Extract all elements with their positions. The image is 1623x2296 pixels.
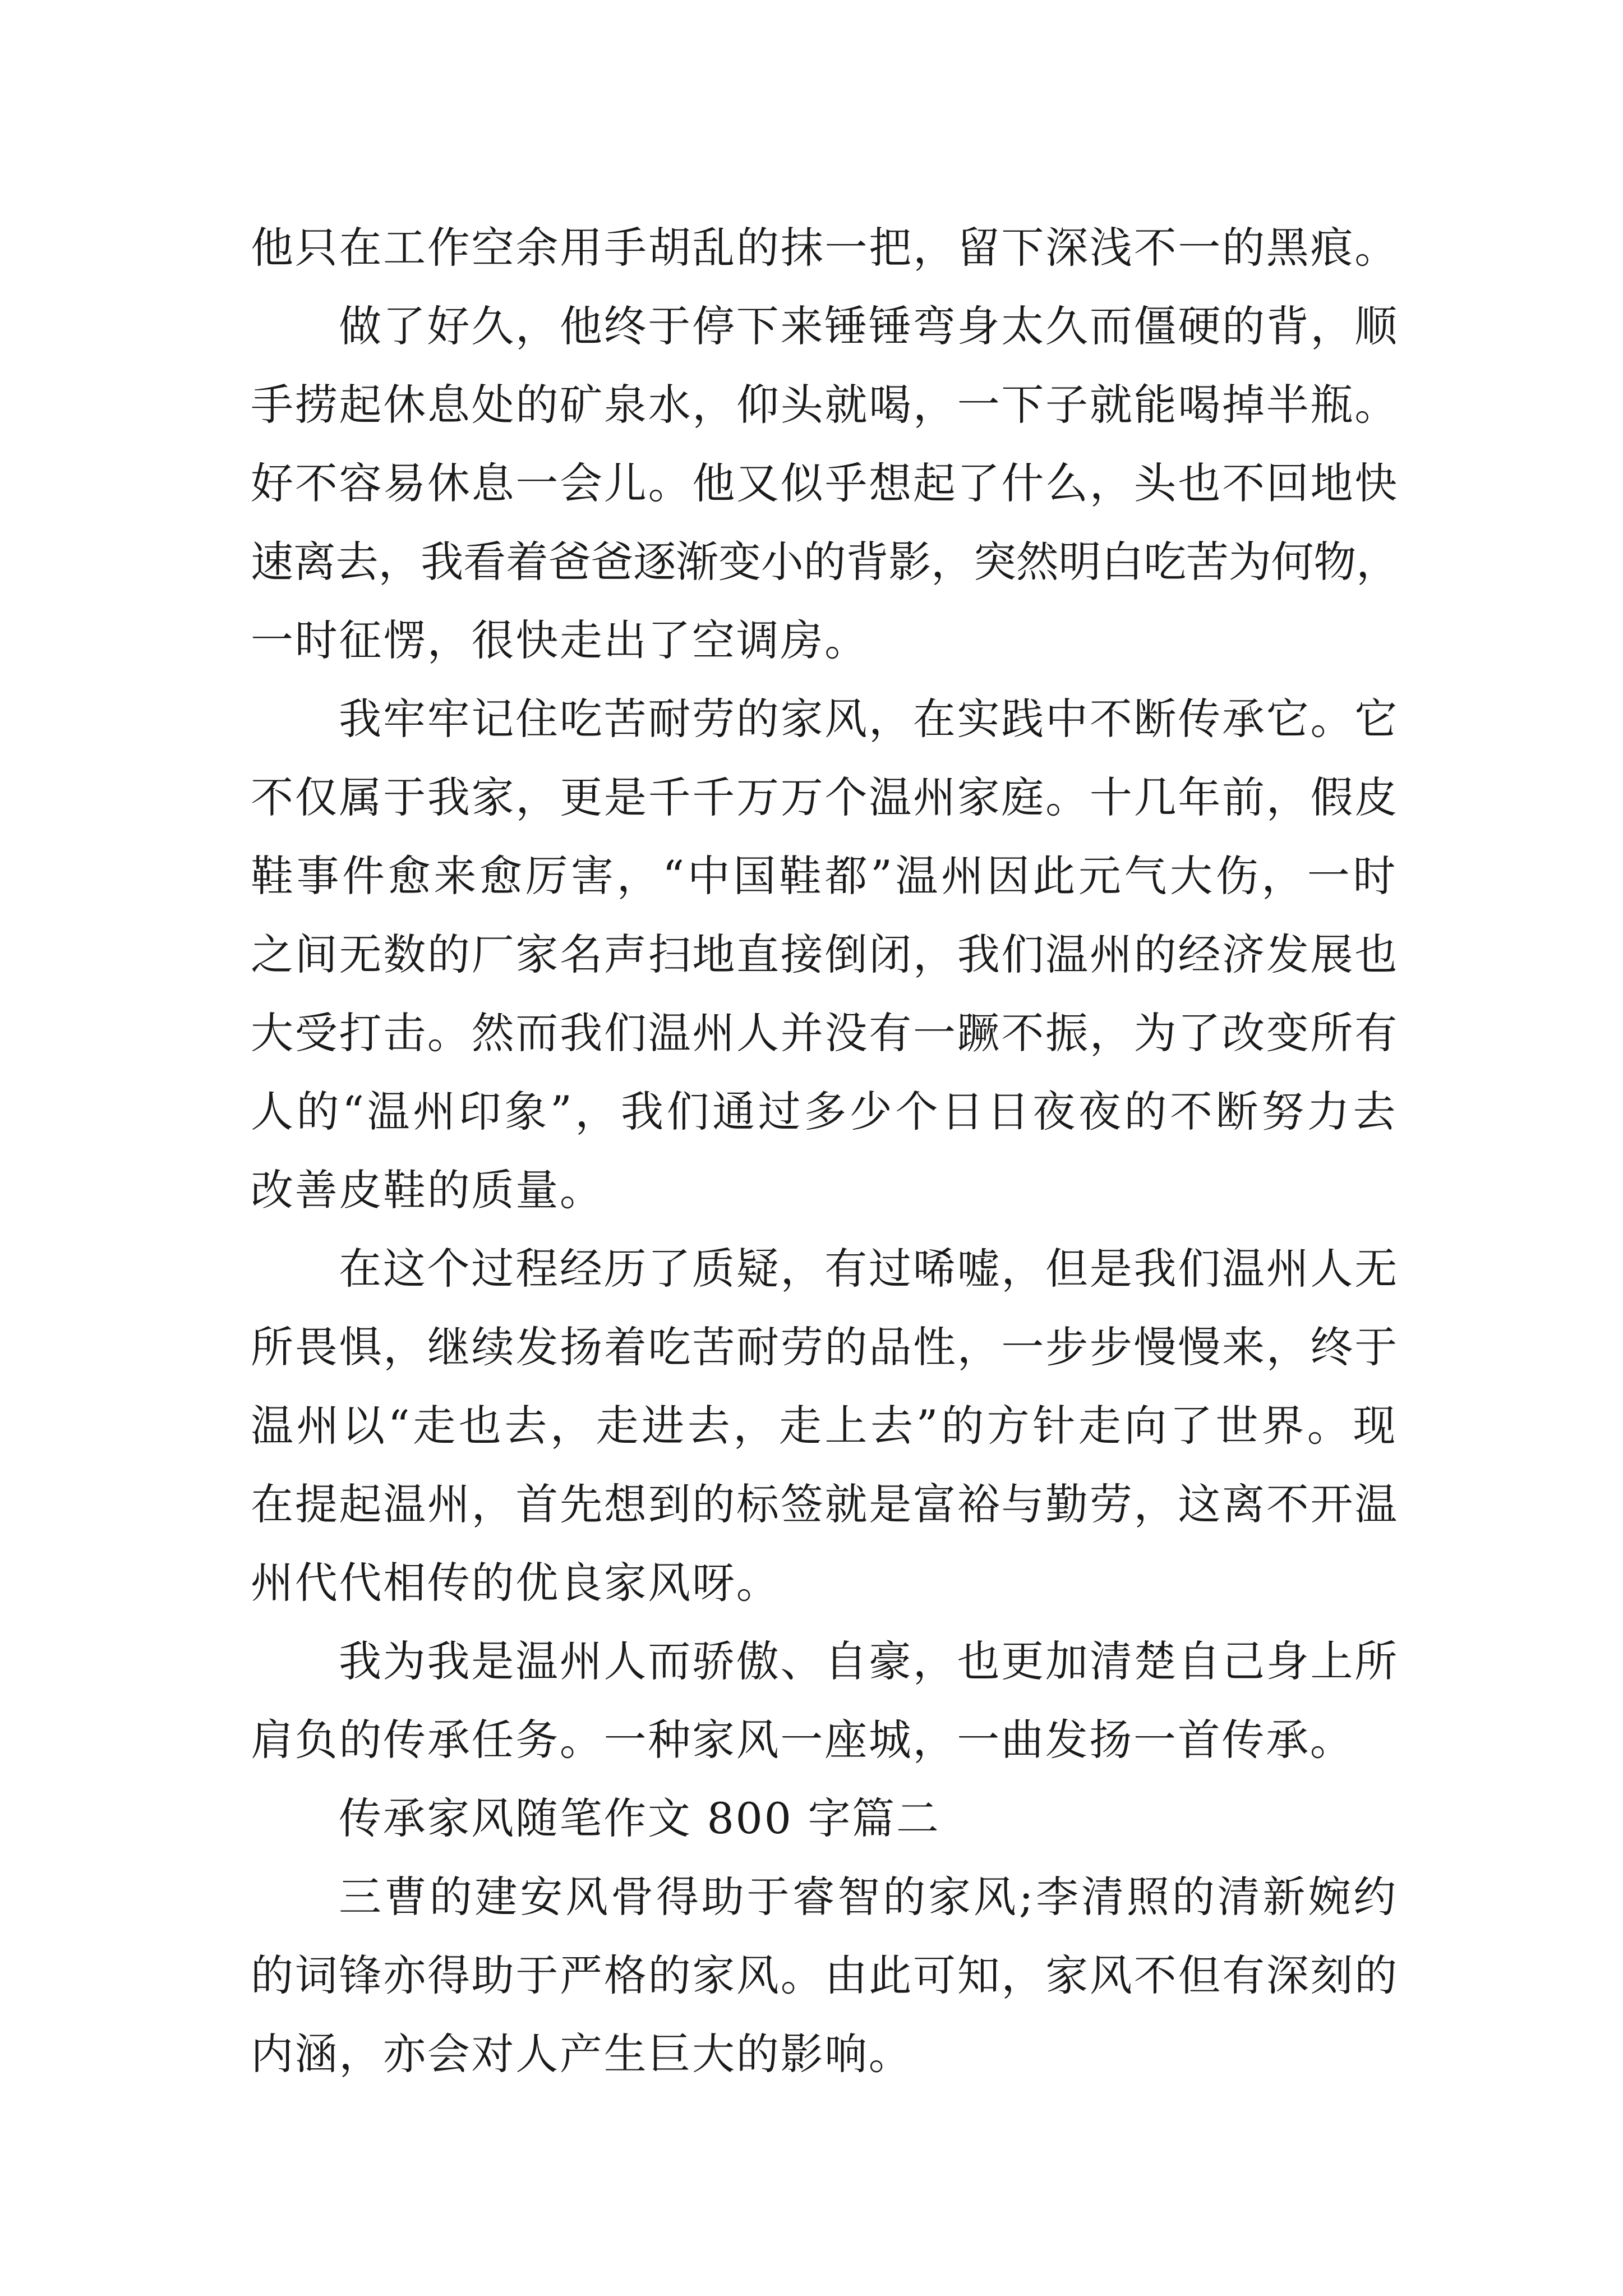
line-text: 不仅属于我家，更是千千万万个温州家庭。十几年前，假皮	[251, 772, 1399, 822]
line-text: 内涵，亦会对人产生巨大的影响。	[251, 2029, 913, 2079]
line-text: 所畏惧，继续发扬着吃苦耐劳的品性，一步步慢慢来，终于	[251, 1322, 1399, 1372]
text-line	[251, 1465, 1399, 1544]
section-heading-line	[251, 1779, 1399, 1858]
line-text: 温州以“走也去，走进去，走上去”的方针走向了世界。现	[251, 1401, 1399, 1451]
text-line	[251, 1936, 1399, 2015]
section-heading	[251, 1779, 1399, 1858]
section-heading-text: 传承家风随笔作文 800 字篇二	[339, 1793, 940, 1843]
line-text: 在这个过程经历了质疑，有过唏嘘，但是我们温州人无	[339, 1244, 1399, 1294]
line-text: 三曹的建安风骨得助于睿智的家风;李清照的清新婉约	[339, 1872, 1399, 1922]
text-line	[251, 523, 1399, 601]
paragraph	[251, 1622, 1399, 1779]
line-text: 之间无数的厂家名声扫地直接倒闭，我们温州的经济发展也	[251, 930, 1399, 979]
text-line	[251, 1622, 1399, 1701]
paragraph	[251, 1230, 1399, 1622]
paragraph	[251, 287, 1399, 680]
text-line	[251, 837, 1399, 915]
line-text: 在提起温州，首先想到的标签就是富裕与勤劳，这离不开温	[251, 1479, 1399, 1529]
paragraph	[251, 1858, 1399, 2093]
text-line	[251, 2015, 1399, 2093]
line-text: 人的“温州印象”，我们通过多少个日日夜夜的不断努力去	[251, 1087, 1399, 1137]
line-text: 的词锋亦得助于严格的家风。由此可知，家风不但有深刻的	[251, 1950, 1399, 2000]
paragraph	[251, 680, 1399, 1230]
text-line	[251, 1858, 1399, 1936]
line-text: 手捞起休息处的矿泉水，仰头就喝，一下子就能喝掉半瓶。	[251, 380, 1399, 430]
text-line	[251, 1544, 1399, 1622]
line-text: 好不容易休息一会儿。他又似乎想起了什么，头也不回地快	[251, 458, 1399, 508]
text-line	[251, 758, 1399, 837]
line-text: 改善皮鞋的质量。	[251, 1165, 604, 1215]
text-line	[251, 1151, 1399, 1230]
line-text: 一时征愣，很快走出了空调房。	[251, 615, 869, 665]
text-line	[251, 287, 1399, 366]
text-line	[251, 994, 1399, 1073]
text-line	[251, 1230, 1399, 1308]
line-text: 我为我是温州人而骄傲、自豪，也更加清楚自己身上所	[339, 1636, 1399, 1686]
line-text: 州代代相传的优良家风呀。	[251, 1558, 781, 1608]
paragraph	[251, 209, 1399, 287]
text-line	[251, 209, 1399, 287]
line-text: 他只在工作空余用手胡乱的抹一把，留下深浅不一的黑痕。	[251, 223, 1399, 273]
line-text: 做了好久，他终于停下来锤锤弯身太久而僵硬的背，顺	[339, 301, 1399, 351]
text-line	[251, 680, 1399, 758]
line-text: 肩负的传承任务。一种家风一座城，一曲发扬一首传承。	[251, 1715, 1354, 1765]
text-line	[251, 1387, 1399, 1465]
line-text: 大受打击。然而我们温州人并没有一蹶不振，为了改变所有	[251, 1008, 1399, 1058]
text-line	[251, 1073, 1399, 1151]
line-text: 我牢牢记住吃苦耐劳的家风，在实践中不断传承它。它	[339, 694, 1399, 744]
line-text: 鞋事件愈来愈厉害，“中国鞋都”温州因此元气大伤，一时	[251, 851, 1399, 901]
text-line	[251, 1308, 1399, 1387]
text-line	[251, 915, 1399, 994]
text-line	[251, 366, 1399, 444]
body-text	[251, 209, 1399, 2093]
text-line	[251, 1701, 1399, 1779]
text-line	[251, 444, 1399, 523]
text-line	[251, 601, 1399, 680]
line-text: 速离去，我看着爸爸逐渐变小的背影，突然明白吃苦为何物，	[251, 537, 1399, 587]
